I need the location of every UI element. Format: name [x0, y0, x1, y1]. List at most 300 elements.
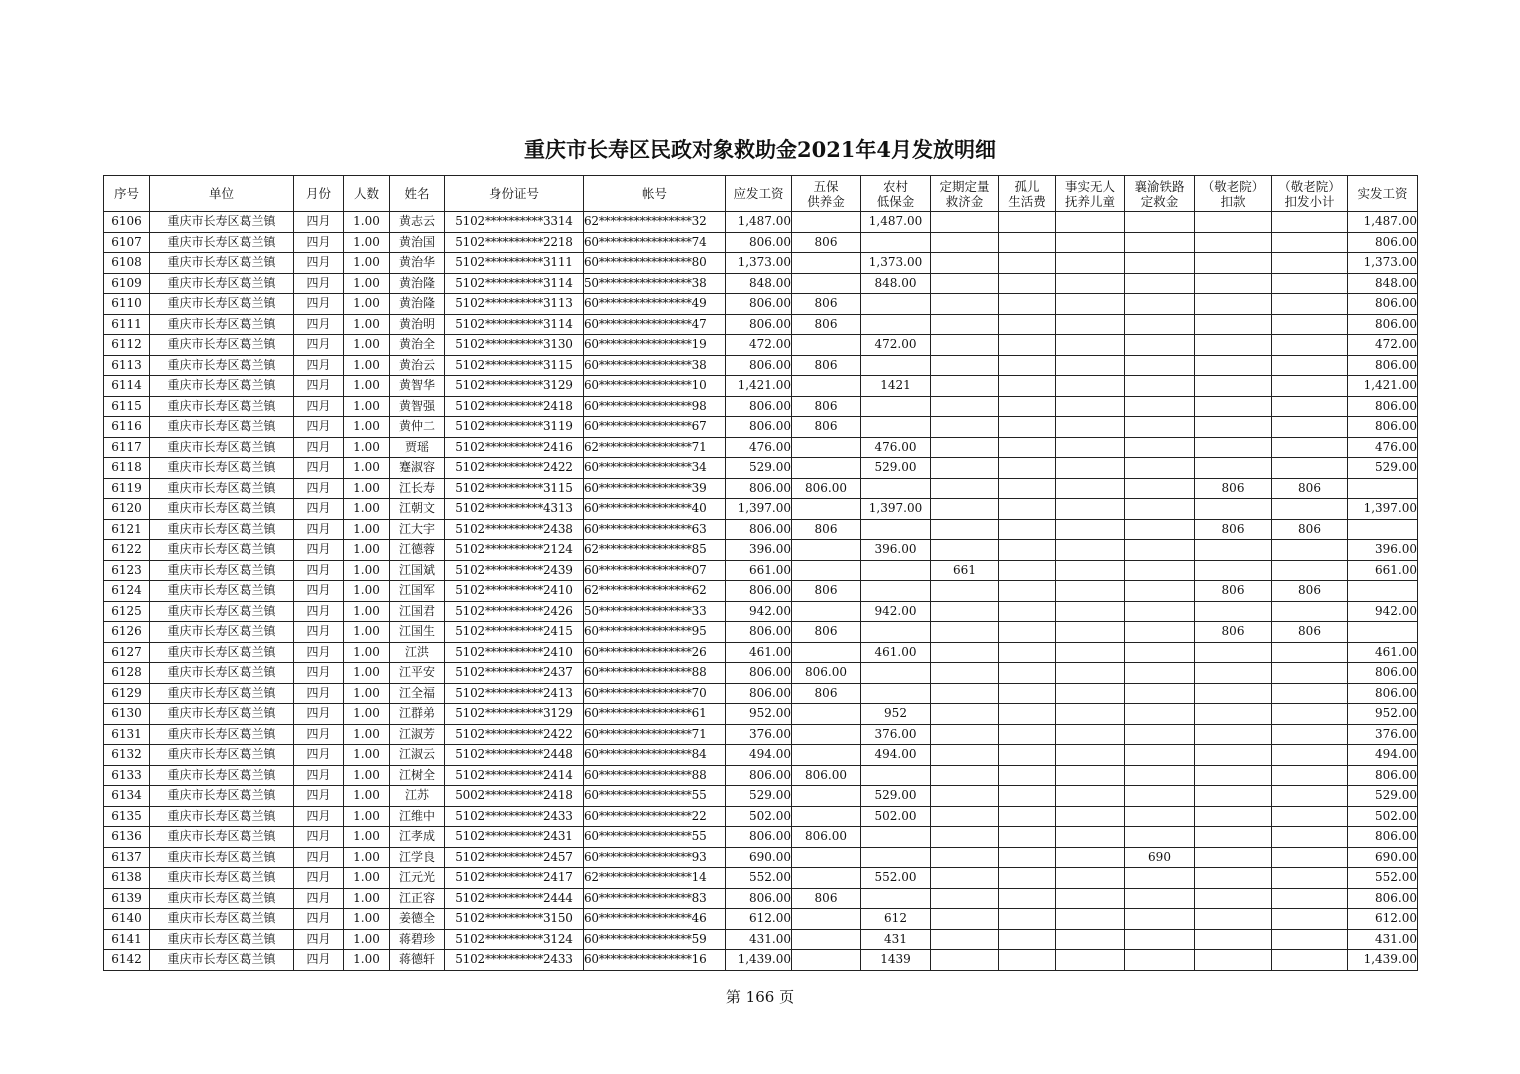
cell-nursing-home-deduction — [1195, 929, 1272, 950]
cell-nursing-home-deduction — [1195, 540, 1272, 561]
cell-actual-pay: 396.00 — [1348, 540, 1418, 561]
cell-count: 1.00 — [344, 622, 390, 643]
cell-orphan-living — [999, 642, 1056, 663]
cell-id-number: 5102**********2457 — [445, 847, 584, 868]
cell-month: 四月 — [294, 806, 344, 827]
cell-orphan-living — [999, 458, 1056, 479]
header-actual-pay — [1348, 176, 1418, 212]
cell-five-guarantee: 806.00 — [792, 478, 861, 499]
cell-nursing-home-subtotal — [1272, 929, 1348, 950]
cell-orphan-living — [999, 519, 1056, 540]
cell-five-guarantee: 806 — [792, 519, 861, 540]
cell-orphan-living — [999, 950, 1056, 971]
header-fixed-relief-line1: 定期定量 — [939, 178, 990, 194]
cell-count: 1.00 — [344, 765, 390, 786]
cell-count: 1.00 — [344, 437, 390, 458]
cell-account: 60****************26 — [584, 642, 726, 663]
header-xiangyu-railway — [1125, 176, 1195, 212]
cell-id-number: 5102**********2433 — [445, 950, 584, 971]
cell-orphan-living — [999, 622, 1056, 643]
cell-actual-pay: 1,373.00 — [1348, 253, 1418, 274]
cell-xiangyu-railway — [1125, 786, 1195, 807]
cell-name: 江洪 — [390, 642, 445, 663]
cell-nursing-home-subtotal — [1272, 704, 1348, 725]
cell-de-facto-orphan — [1056, 499, 1125, 520]
cell-count: 1.00 — [344, 499, 390, 520]
cell-count: 1.00 — [344, 909, 390, 930]
cell-nursing-home-deduction — [1195, 499, 1272, 520]
cell-nursing-home-deduction: 806 — [1195, 581, 1272, 602]
cell-account: 60****************59 — [584, 929, 726, 950]
cell-orphan-living — [999, 765, 1056, 786]
cell-count: 1.00 — [344, 806, 390, 827]
cell-nursing-home-deduction — [1195, 417, 1272, 438]
cell-serial: 6137 — [104, 847, 150, 868]
cell-rural-subsistence: 1,373.00 — [861, 253, 931, 274]
cell-five-guarantee — [792, 601, 861, 622]
cell-id-number: 5102**********2426 — [445, 601, 584, 622]
cell-orphan-living — [999, 253, 1056, 274]
header-nursing-home-deduction-line1: （敬老院） — [1201, 178, 1265, 194]
cell-payable: 472.00 — [726, 335, 792, 356]
cell-serial: 6139 — [104, 888, 150, 909]
cell-account: 60****************95 — [584, 622, 726, 643]
table-row — [104, 560, 1418, 581]
cell-nursing-home-deduction — [1195, 683, 1272, 704]
cell-orphan-living — [999, 929, 1056, 950]
cell-actual-pay: 1,487.00 — [1348, 212, 1418, 233]
cell-orphan-living — [999, 663, 1056, 684]
cell-unit: 重庆市长寿区葛兰镇 — [150, 847, 294, 868]
cell-fixed-relief — [931, 745, 999, 766]
cell-unit: 重庆市长寿区葛兰镇 — [150, 396, 294, 417]
cell-nursing-home-deduction — [1195, 663, 1272, 684]
cell-id-number: 5002**********2418 — [445, 786, 584, 807]
cell-unit: 重庆市长寿区葛兰镇 — [150, 355, 294, 376]
cell-nursing-home-subtotal — [1272, 417, 1348, 438]
cell-nursing-home-deduction — [1195, 294, 1272, 315]
cell-month: 四月 — [294, 622, 344, 643]
table-row — [104, 540, 1418, 561]
cell-five-guarantee: 806.00 — [792, 765, 861, 786]
table-row — [104, 376, 1418, 397]
cell-fixed-relief — [931, 232, 999, 253]
cell-nursing-home-deduction — [1195, 868, 1272, 889]
cell-xiangyu-railway — [1125, 642, 1195, 663]
cell-payable: 806.00 — [726, 888, 792, 909]
cell-five-guarantee — [792, 253, 861, 274]
cell-nursing-home-subtotal — [1272, 396, 1348, 417]
cell-actual-pay: 848.00 — [1348, 273, 1418, 294]
cell-serial: 6136 — [104, 827, 150, 848]
cell-account: 62****************62 — [584, 581, 726, 602]
cell-id-number: 5102**********3124 — [445, 929, 584, 950]
cell-orphan-living — [999, 437, 1056, 458]
cell-five-guarantee: 806 — [792, 396, 861, 417]
cell-month: 四月 — [294, 581, 344, 602]
cell-rural-subsistence: 848.00 — [861, 273, 931, 294]
cell-payable: 806.00 — [726, 232, 792, 253]
cell-count: 1.00 — [344, 294, 390, 315]
cell-name: 江国君 — [390, 601, 445, 622]
cell-id-number: 5102**********2416 — [445, 437, 584, 458]
table-row — [104, 519, 1418, 540]
cell-de-facto-orphan — [1056, 683, 1125, 704]
cell-xiangyu-railway — [1125, 560, 1195, 581]
cell-rural-subsistence — [861, 314, 931, 335]
cell-xiangyu-railway — [1125, 478, 1195, 499]
cell-xiangyu-railway — [1125, 396, 1195, 417]
cell-de-facto-orphan — [1056, 560, 1125, 581]
cell-count: 1.00 — [344, 273, 390, 294]
cell-nursing-home-subtotal — [1272, 745, 1348, 766]
cell-serial: 6141 — [104, 929, 150, 950]
cell-serial: 6125 — [104, 601, 150, 622]
cell-nursing-home-deduction — [1195, 909, 1272, 930]
cell-month: 四月 — [294, 232, 344, 253]
cell-name: 江国生 — [390, 622, 445, 643]
relief-payment-table — [103, 175, 1418, 971]
cell-actual-pay: 806.00 — [1348, 232, 1418, 253]
cell-account: 60****************39 — [584, 478, 726, 499]
cell-de-facto-orphan — [1056, 642, 1125, 663]
cell-name: 江正容 — [390, 888, 445, 909]
cell-rural-subsistence: 376.00 — [861, 724, 931, 745]
cell-account: 60****************49 — [584, 294, 726, 315]
cell-nursing-home-deduction — [1195, 786, 1272, 807]
cell-payable: 1,373.00 — [726, 253, 792, 274]
cell-five-guarantee: 806 — [792, 232, 861, 253]
cell-name: 江平安 — [390, 663, 445, 684]
cell-id-number: 5102**********2433 — [445, 806, 584, 827]
cell-count: 1.00 — [344, 417, 390, 438]
cell-count: 1.00 — [344, 868, 390, 889]
cell-name: 贾瑶 — [390, 437, 445, 458]
cell-unit: 重庆市长寿区葛兰镇 — [150, 888, 294, 909]
cell-orphan-living — [999, 376, 1056, 397]
table-row — [104, 417, 1418, 438]
cell-account: 60****************93 — [584, 847, 726, 868]
cell-payable: 661.00 — [726, 560, 792, 581]
table-row — [104, 724, 1418, 745]
cell-actual-pay: 806.00 — [1348, 355, 1418, 376]
cell-five-guarantee: 806 — [792, 417, 861, 438]
cell-serial: 6134 — [104, 786, 150, 807]
cell-fixed-relief — [931, 437, 999, 458]
cell-xiangyu-railway — [1125, 765, 1195, 786]
cell-unit: 重庆市长寿区葛兰镇 — [150, 642, 294, 663]
cell-de-facto-orphan — [1056, 540, 1125, 561]
cell-id-number: 5102**********3113 — [445, 294, 584, 315]
cell-nursing-home-subtotal — [1272, 560, 1348, 581]
table-row — [104, 786, 1418, 807]
cell-fixed-relief — [931, 888, 999, 909]
cell-rural-subsistence — [861, 396, 931, 417]
cell-serial: 6123 — [104, 560, 150, 581]
cell-fixed-relief — [931, 642, 999, 663]
cell-unit: 重庆市长寿区葛兰镇 — [150, 335, 294, 356]
cell-five-guarantee — [792, 929, 861, 950]
cell-payable: 806.00 — [726, 314, 792, 335]
table-row — [104, 929, 1418, 950]
cell-serial: 6113 — [104, 355, 150, 376]
cell-xiangyu-railway — [1125, 437, 1195, 458]
cell-rural-subsistence — [861, 355, 931, 376]
cell-xiangyu-railway — [1125, 540, 1195, 561]
table-row — [104, 704, 1418, 725]
cell-nursing-home-subtotal — [1272, 642, 1348, 663]
cell-five-guarantee: 806 — [792, 294, 861, 315]
header-serial-line1: 序号 — [113, 186, 139, 201]
header-id-number — [445, 176, 584, 212]
cell-unit: 重庆市长寿区葛兰镇 — [150, 868, 294, 889]
cell-month: 四月 — [294, 540, 344, 561]
cell-rural-subsistence: 461.00 — [861, 642, 931, 663]
cell-xiangyu-railway — [1125, 745, 1195, 766]
cell-orphan-living — [999, 314, 1056, 335]
cell-five-guarantee — [792, 376, 861, 397]
cell-payable: 1,487.00 — [726, 212, 792, 233]
cell-orphan-living — [999, 581, 1056, 602]
cell-id-number: 5102**********2422 — [445, 724, 584, 745]
cell-orphan-living — [999, 909, 1056, 930]
cell-serial: 6128 — [104, 663, 150, 684]
cell-nursing-home-deduction — [1195, 232, 1272, 253]
cell-id-number: 5102**********3150 — [445, 909, 584, 930]
cell-unit: 重庆市长寿区葛兰镇 — [150, 704, 294, 725]
cell-name: 江学良 — [390, 847, 445, 868]
cell-fixed-relief — [931, 765, 999, 786]
cell-actual-pay: 806.00 — [1348, 294, 1418, 315]
cell-actual-pay: 476.00 — [1348, 437, 1418, 458]
cell-rural-subsistence — [861, 765, 931, 786]
cell-rural-subsistence — [861, 888, 931, 909]
cell-five-guarantee — [792, 704, 861, 725]
cell-month: 四月 — [294, 212, 344, 233]
cell-name: 江群弟 — [390, 704, 445, 725]
cell-rural-subsistence: 1439 — [861, 950, 931, 971]
cell-nursing-home-deduction — [1195, 355, 1272, 376]
cell-month: 四月 — [294, 888, 344, 909]
cell-orphan-living — [999, 888, 1056, 909]
cell-five-guarantee — [792, 950, 861, 971]
cell-actual-pay: 612.00 — [1348, 909, 1418, 930]
cell-five-guarantee — [792, 745, 861, 766]
cell-account: 62****************71 — [584, 437, 726, 458]
cell-five-guarantee — [792, 909, 861, 930]
cell-rural-subsistence: 529.00 — [861, 786, 931, 807]
cell-nursing-home-subtotal: 806 — [1272, 478, 1348, 499]
cell-actual-pay: 376.00 — [1348, 724, 1418, 745]
cell-payable: 476.00 — [726, 437, 792, 458]
cell-serial: 6112 — [104, 335, 150, 356]
cell-month: 四月 — [294, 335, 344, 356]
cell-id-number: 5102**********3130 — [445, 335, 584, 356]
cell-xiangyu-railway — [1125, 704, 1195, 725]
cell-month: 四月 — [294, 355, 344, 376]
cell-account: 60****************40 — [584, 499, 726, 520]
cell-actual-pay: 472.00 — [1348, 335, 1418, 356]
cell-id-number: 5102**********2437 — [445, 663, 584, 684]
cell-name: 江大宇 — [390, 519, 445, 540]
cell-id-number: 5102**********2218 — [445, 232, 584, 253]
cell-payable: 806.00 — [726, 622, 792, 643]
cell-nursing-home-subtotal — [1272, 376, 1348, 397]
cell-month: 四月 — [294, 294, 344, 315]
cell-account: 60****************46 — [584, 909, 726, 930]
cell-serial: 6121 — [104, 519, 150, 540]
cell-payable: 806.00 — [726, 355, 792, 376]
table-row — [104, 437, 1418, 458]
cell-fixed-relief — [931, 704, 999, 725]
cell-actual-pay — [1348, 581, 1418, 602]
cell-nursing-home-deduction — [1195, 642, 1272, 663]
cell-xiangyu-railway — [1125, 294, 1195, 315]
cell-payable: 806.00 — [726, 478, 792, 499]
cell-unit: 重庆市长寿区葛兰镇 — [150, 212, 294, 233]
cell-five-guarantee — [792, 437, 861, 458]
cell-name: 黄治全 — [390, 335, 445, 356]
cell-de-facto-orphan — [1056, 478, 1125, 499]
cell-actual-pay: 690.00 — [1348, 847, 1418, 868]
cell-five-guarantee — [792, 724, 861, 745]
cell-nursing-home-deduction — [1195, 560, 1272, 581]
cell-rural-subsistence: 612 — [861, 909, 931, 930]
cell-nursing-home-deduction — [1195, 437, 1272, 458]
table-row — [104, 601, 1418, 622]
header-de-facto-orphan — [1056, 176, 1125, 212]
cell-rural-subsistence: 1421 — [861, 376, 931, 397]
cell-serial: 6107 — [104, 232, 150, 253]
cell-orphan-living — [999, 745, 1056, 766]
cell-name: 黄治国 — [390, 232, 445, 253]
cell-actual-pay — [1348, 519, 1418, 540]
cell-five-guarantee: 806.00 — [792, 827, 861, 848]
header-nursing-home-subtotal — [1272, 176, 1348, 212]
table-row — [104, 868, 1418, 889]
header-de-facto-orphan-line2: 抚养儿童 — [1064, 193, 1115, 209]
cell-count: 1.00 — [344, 458, 390, 479]
cell-five-guarantee: 806 — [792, 581, 861, 602]
cell-payable: 396.00 — [726, 540, 792, 561]
header-fixed-relief — [931, 176, 999, 212]
cell-id-number: 5102**********2417 — [445, 868, 584, 889]
cell-de-facto-orphan — [1056, 335, 1125, 356]
cell-unit: 重庆市长寿区葛兰镇 — [150, 458, 294, 479]
cell-fixed-relief — [931, 581, 999, 602]
cell-xiangyu-railway — [1125, 355, 1195, 376]
header-orphan-living — [999, 176, 1056, 212]
cell-actual-pay: 806.00 — [1348, 663, 1418, 684]
cell-actual-pay: 1,397.00 — [1348, 499, 1418, 520]
cell-name: 江苏 — [390, 786, 445, 807]
cell-fixed-relief — [931, 724, 999, 745]
cell-nursing-home-deduction — [1195, 273, 1272, 294]
cell-name: 江朝文 — [390, 499, 445, 520]
cell-nursing-home-subtotal — [1272, 601, 1348, 622]
cell-id-number: 5102**********2439 — [445, 560, 584, 581]
cell-month: 四月 — [294, 724, 344, 745]
cell-fixed-relief — [931, 458, 999, 479]
cell-id-number: 5102**********3119 — [445, 417, 584, 438]
cell-count: 1.00 — [344, 786, 390, 807]
cell-orphan-living — [999, 294, 1056, 315]
cell-xiangyu-railway — [1125, 458, 1195, 479]
header-nursing-home-deduction — [1195, 176, 1272, 212]
cell-de-facto-orphan — [1056, 622, 1125, 643]
cell-nursing-home-subtotal: 806 — [1272, 581, 1348, 602]
cell-rural-subsistence — [861, 663, 931, 684]
header-xiangyu-railway-line1: 襄渝铁路 — [1134, 178, 1185, 194]
cell-actual-pay: 661.00 — [1348, 560, 1418, 581]
cell-xiangyu-railway — [1125, 663, 1195, 684]
cell-serial: 6129 — [104, 683, 150, 704]
table-row — [104, 499, 1418, 520]
cell-orphan-living — [999, 540, 1056, 561]
cell-month: 四月 — [294, 519, 344, 540]
cell-count: 1.00 — [344, 745, 390, 766]
cell-count: 1.00 — [344, 663, 390, 684]
cell-payable: 690.00 — [726, 847, 792, 868]
cell-account: 60****************74 — [584, 232, 726, 253]
cell-nursing-home-subtotal — [1272, 437, 1348, 458]
cell-five-guarantee — [792, 847, 861, 868]
cell-rural-subsistence — [861, 683, 931, 704]
table-row — [104, 827, 1418, 848]
cell-unit: 重庆市长寿区葛兰镇 — [150, 519, 294, 540]
cell-five-guarantee — [792, 786, 861, 807]
cell-xiangyu-railway — [1125, 376, 1195, 397]
cell-id-number: 5102**********2431 — [445, 827, 584, 848]
cell-actual-pay: 806.00 — [1348, 417, 1418, 438]
cell-orphan-living — [999, 601, 1056, 622]
header-nursing-home-subtotal-line1: （敬老院） — [1278, 178, 1341, 194]
cell-nursing-home-subtotal — [1272, 806, 1348, 827]
cell-xiangyu-railway — [1125, 950, 1195, 971]
cell-nursing-home-subtotal — [1272, 335, 1348, 356]
cell-name: 江淑芳 — [390, 724, 445, 745]
cell-id-number: 5102**********2414 — [445, 765, 584, 786]
cell-account: 60****************61 — [584, 704, 726, 725]
cell-de-facto-orphan — [1056, 786, 1125, 807]
cell-nursing-home-deduction — [1195, 827, 1272, 848]
cell-nursing-home-subtotal — [1272, 868, 1348, 889]
page-title: 重庆市长寿区民政对象救助金2021年4月发放明细 — [523, 137, 997, 162]
cell-name: 江长寿 — [390, 478, 445, 499]
cell-nursing-home-deduction — [1195, 765, 1272, 786]
cell-rural-subsistence — [861, 478, 931, 499]
cell-account: 60****************22 — [584, 806, 726, 827]
cell-id-number: 5102**********3314 — [445, 212, 584, 233]
cell-name: 黄仲二 — [390, 417, 445, 438]
cell-rural-subsistence: 552.00 — [861, 868, 931, 889]
cell-payable: 806.00 — [726, 396, 792, 417]
cell-nursing-home-deduction — [1195, 335, 1272, 356]
cell-fixed-relief — [931, 786, 999, 807]
cell-serial: 6133 — [104, 765, 150, 786]
cell-serial: 6120 — [104, 499, 150, 520]
cell-de-facto-orphan — [1056, 704, 1125, 725]
table-row — [104, 314, 1418, 335]
cell-payable: 612.00 — [726, 909, 792, 930]
cell-de-facto-orphan — [1056, 253, 1125, 274]
cell-count: 1.00 — [344, 581, 390, 602]
cell-rural-subsistence: 476.00 — [861, 437, 931, 458]
cell-month: 四月 — [294, 663, 344, 684]
cell-nursing-home-subtotal — [1272, 724, 1348, 745]
cell-orphan-living — [999, 868, 1056, 889]
cell-name: 黄治云 — [390, 355, 445, 376]
